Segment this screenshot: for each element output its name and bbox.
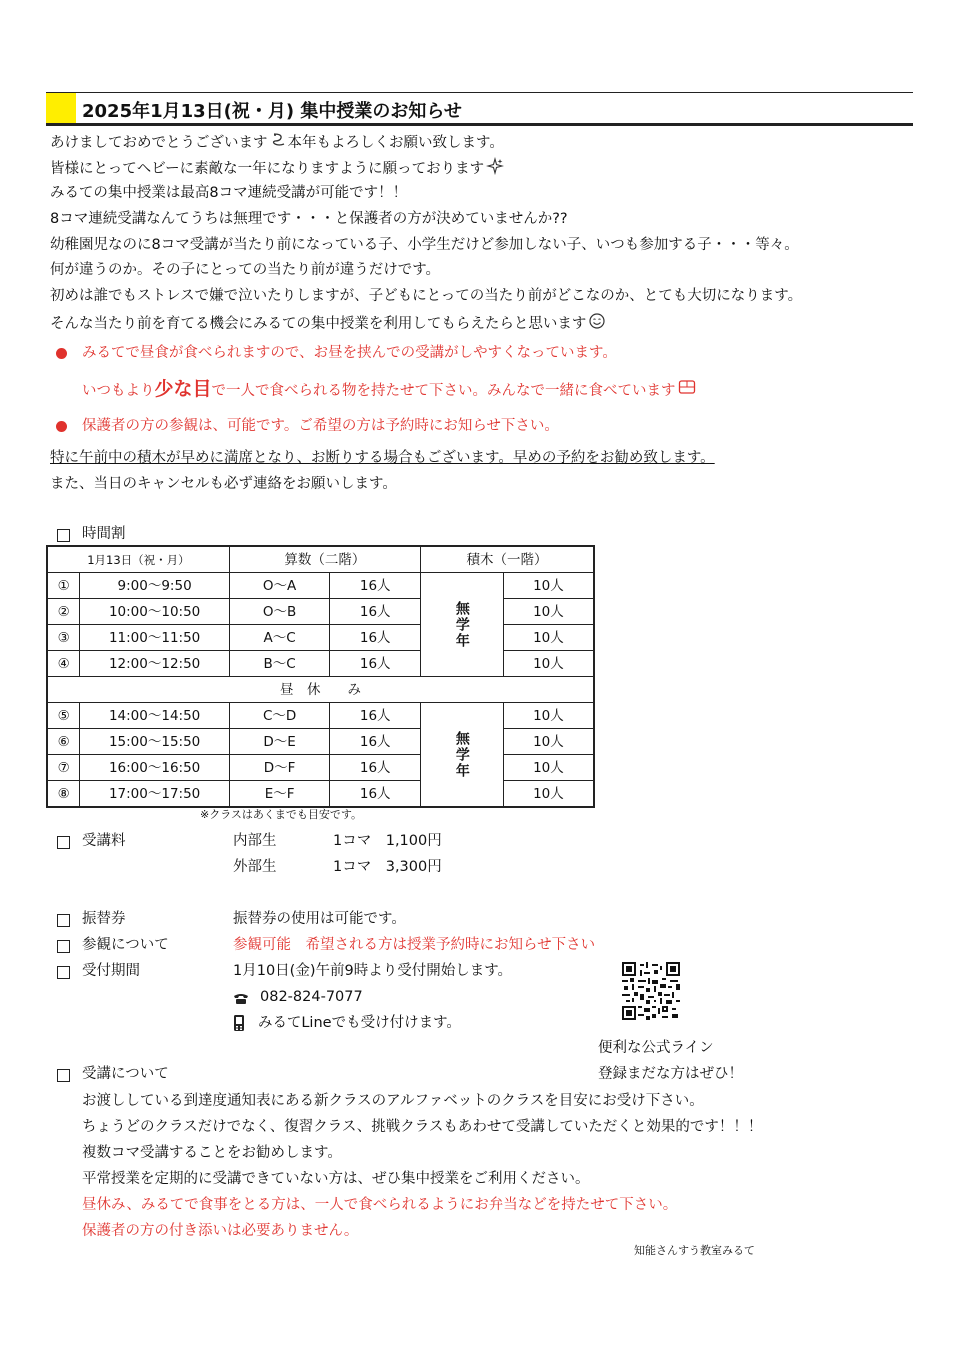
mobile-phone-icon [233, 1014, 245, 1036]
fee-external-label: 外部生 [233, 859, 277, 875]
intro-line-3: みるての集中授業は最高8コマ連続受講が可能です！！ [50, 185, 408, 201]
intro-line-5: 幼稚園児なのに8コマ受講が当たり前になっている子、小学生だけど参加しない子、いつも参加する子・・・等々。 [50, 237, 799, 253]
title-bar [46, 92, 913, 126]
footer-school-name: 知能さんすう教室みるて [634, 1244, 755, 1257]
fee-external-value: 1コマ 3,300円 [333, 859, 442, 875]
sparkle-icon [486, 157, 504, 181]
lunch-notice: みるてで昼食が食べられますので、お昼を挟んでの受講がしやすくなっています。 [82, 345, 617, 361]
lunch-notice-detail: いつもより少な目で一人で食べられる物を持たせて下さい。みんなで一緒に食べています [82, 376, 696, 405]
snake-icon [270, 131, 288, 155]
title-top-rule [46, 92, 913, 93]
table-row: ③ 11:00～11:50 A～C 16人 10人 [47, 625, 594, 651]
intro-line-8: そんな当たり前を育てる機会にみるての集中授業を利用してもらえたらと思います [50, 312, 606, 336]
transfer-label: 振替券 [82, 911, 126, 927]
booking-note: 特に午前中の積木が早めに満席となり、お断りする場合もございます。早めの予約をお勧め致します。 [50, 450, 715, 466]
intro-line-6: 何が違うのか。その子にとっての当たり前が違うだけです。 [50, 262, 441, 278]
table-header-row [47, 546, 594, 573]
reception-label: 受付期間 [82, 963, 140, 979]
fee-internal-label: 内部生 [233, 833, 277, 849]
fee-label: 受講料 [82, 833, 126, 849]
observe-notice: 保護者の方の参観は、可能です。ご希望の方は予約時にお知らせ下さい。 [82, 418, 559, 434]
phone-icon [233, 990, 249, 1009]
visit-label: 参観について [82, 937, 169, 953]
timetable-heading: 時間割 [82, 526, 126, 542]
table-row: ⑦ 16:00～16:50 D～F 16人 10人 [47, 755, 594, 781]
break-row: 昼 休 み [47, 677, 594, 703]
checkbox-icon [57, 1069, 70, 1082]
header-math: 算数（二階） [229, 546, 420, 573]
reception-value: 1月10日(金)午前9時より受付開始します。 [233, 963, 513, 979]
intro-line-4: 8コマ連続受講なんてうちは無理です・・・と保護者の方が決めていませんか?? [50, 211, 568, 227]
intro-line-7: 初めは誰でもストレスで嫌で泣いたりしますが、子どもにとっての当たり前がどこなのか、とても大切になります。 [50, 288, 803, 304]
about-line-3: 複数コマ受講することをお勧めします。 [82, 1145, 342, 1161]
table-row: ⑧ 17:00～17:50 E～F 16人 10人 [47, 781, 594, 808]
fee-internal-value: 1コマ 1,100円 [333, 833, 442, 849]
about-red-line-2: 保護者の方の付き添いは必要ありません。 [82, 1223, 359, 1239]
timetable [46, 545, 595, 808]
checkbox-icon [57, 529, 70, 542]
about-label: 受講について [82, 1066, 169, 1082]
table-row: ⑤ 14:00～14:50 C～D 16人 無学年 10人 [47, 703, 594, 729]
about-line-4: 平常授業を定期的に受講できていない方は、ぜひ集中授業をご利用ください。 [82, 1171, 590, 1187]
table-row: ④ 12:00～12:50 B～C 16人 10人 [47, 651, 594, 677]
phone-number: 082-824-7077 [260, 989, 363, 1005]
about-line-1: お渡ししている到達度通知表にある新クラスのアルファベットのクラスを目安にお受け下さい。 [82, 1093, 704, 1109]
title-bottom-rule [46, 123, 913, 126]
blocks-grade-label: 無学年 [421, 573, 504, 677]
timetable-note: ※クラスはあくまでも目安です。 [200, 808, 363, 821]
bullet-icon [56, 421, 67, 432]
checkbox-icon [57, 836, 70, 849]
line-promo-1: 便利な公式ライン [598, 1040, 714, 1056]
table-row: ⑥ 15:00～15:50 D～E 16人 10人 [47, 729, 594, 755]
cancel-note: また、当日のキャンセルも必ず連絡をお願いします。 [50, 476, 397, 492]
intro-line-1: あけましておめでとうございます 本年もよろしくお願い致します。 [50, 131, 504, 155]
bento-icon [678, 378, 696, 405]
smile-icon [588, 312, 606, 336]
qr-code[interactable] [622, 962, 680, 1020]
intro-line-2: 皆様にとってヘビーに素敵な一年になりますように願っております [50, 157, 504, 181]
table-row: ① 9:00～9:50 O～A 16人 無学年 10人 [47, 573, 594, 599]
visit-value: 参観可能 希望される方は授業予約時にお知らせ下さい [233, 937, 596, 953]
transfer-value: 振替券の使用は可能です。 [233, 911, 406, 927]
bullet-icon [56, 348, 67, 359]
line-contact: みるてLineでも受け付けます。 [258, 1015, 461, 1031]
checkbox-icon [57, 966, 70, 979]
about-line-2: ちょうどのクラスだけでなく、復習クラス、挑戦クラスもあわせて受講していただくと効果的です！！！ [82, 1119, 763, 1135]
header-blocks: 積木（一階） [421, 546, 594, 573]
line-promo-2: 登録まだな方はぜひ！ [598, 1066, 743, 1082]
blocks-grade-label: 無学年 [421, 703, 504, 808]
checkbox-icon [57, 940, 70, 953]
about-red-line-1: 昼休み、みるてで食事をとる方は、一人で食べられるようにお弁当などを持たせて下さい。 [82, 1197, 678, 1213]
checkbox-icon [57, 914, 70, 927]
title-accent-block [46, 93, 76, 124]
table-row: ② 10:00～10:50 O～B 16人 10人 [47, 599, 594, 625]
header-date: 1月13日（祝・月） [47, 546, 229, 573]
page-title: 2025年1月13日(祝・月) 集中授業のお知らせ [82, 101, 462, 122]
